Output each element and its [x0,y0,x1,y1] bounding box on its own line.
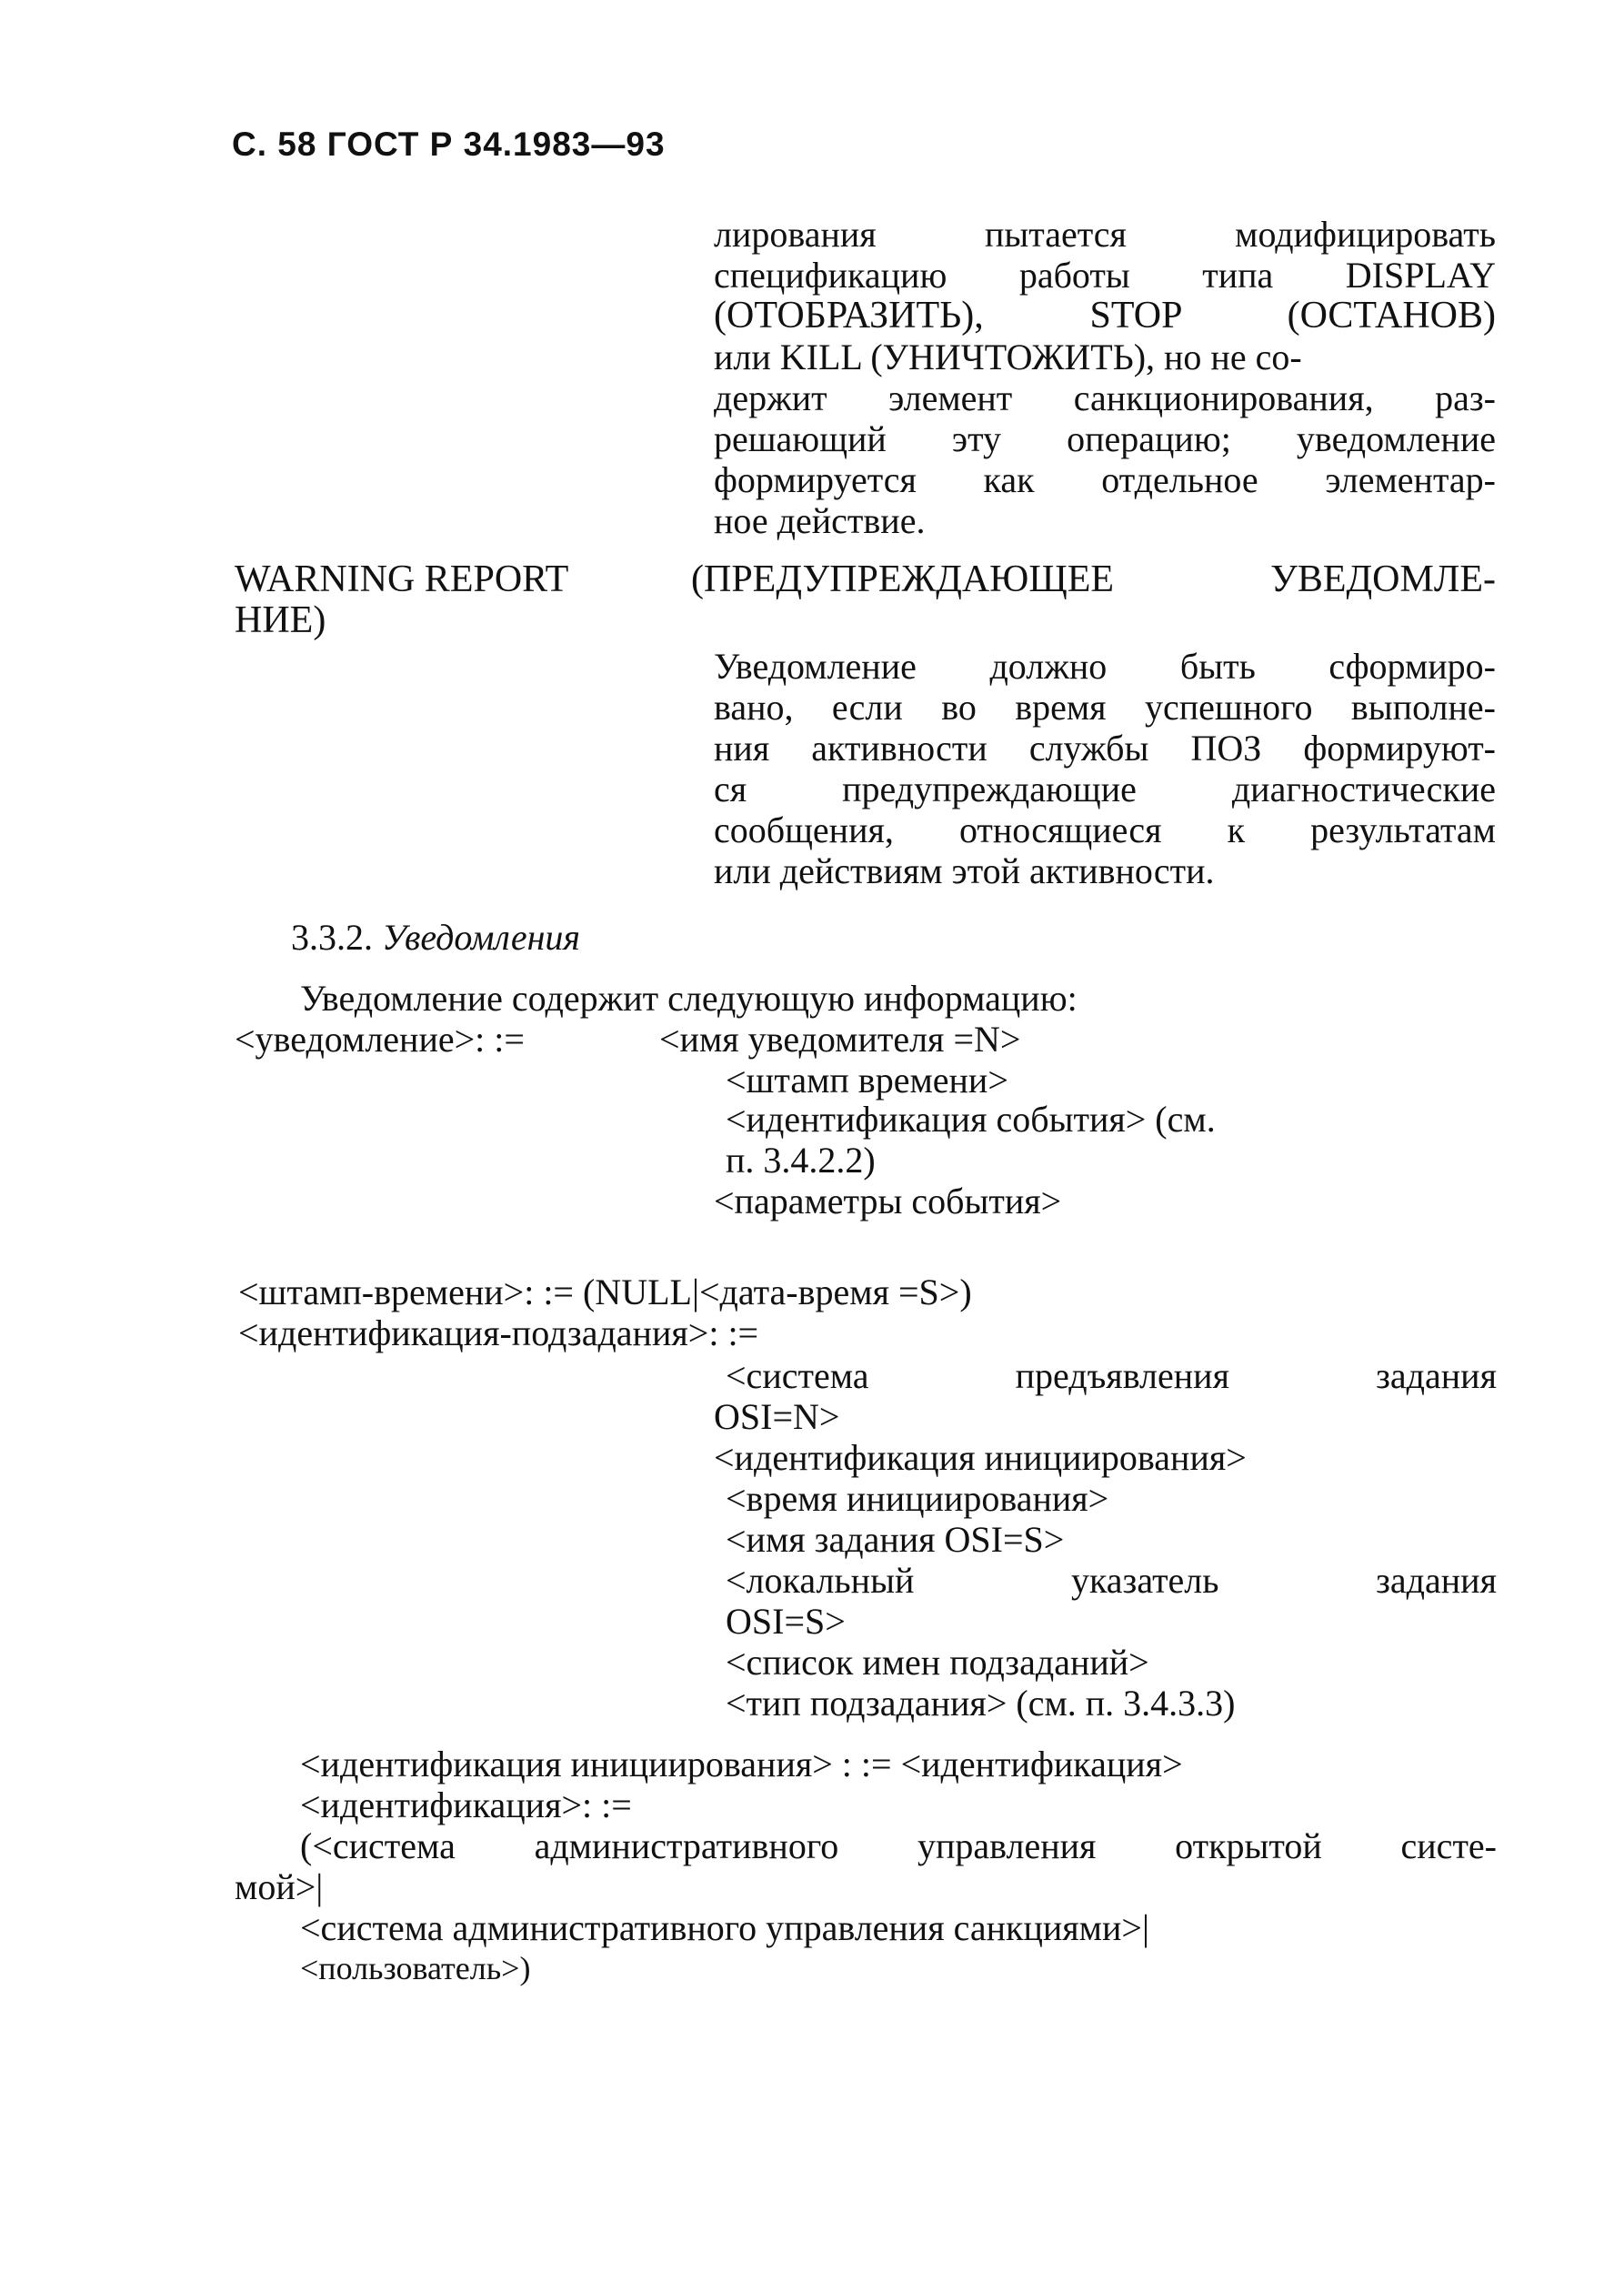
warning-term: WARNING REPORT [235,558,569,600]
top-block-line: или KILL (УНИЧТОЖИТЬ), но не со- [714,337,1302,377]
warning-description-line: вано, если во время успешного выполне- [714,687,1496,728]
section-intro: Уведомление содержит следующую информацию: [300,978,1078,1019]
top-block-line: лирования пытается модифицировать [714,214,1496,255]
grammar-subtask-rhs-line: <система предъявления задания [726,1355,1497,1396]
page-header: С. 58 ГОСТ Р 34.1983—93 [232,126,666,163]
grammar-subtask-rhs-line: <имя задания OSI=S> [726,1519,1065,1560]
top-block-line: решающий эту операцию; уведомление [714,418,1496,459]
section-number: 3.3.2. [291,917,373,958]
grammar-subtask-rhs-line: <тип подзадания> (см. п. 3.4.3.3) [726,1683,1236,1724]
grammar-rhs-line: <идентификация события> (см. [726,1099,1216,1140]
grammar-init-rule: <идентификация инициирования> : := <идентификация> [300,1744,1183,1784]
grammar-ident-alt-line: (<система административного управления открытой систе- [300,1825,1497,1866]
grammar-subtask-lhs: <идентификация-подзадания>: := [238,1312,759,1353]
grammar-ident-alt-line: <пользователь>) [300,1950,531,1986]
grammar-rhs-line: п. 3.4.2.2) [726,1140,876,1181]
top-block-line: формируется как отдельное элементар- [714,459,1496,500]
section-heading [291,917,580,958]
warning-translation: (ПРЕДУПРЕЖДАЮЩЕЕ УВЕДОМЛЕ- [691,558,1496,600]
grammar-ident-alt-line: <система административного управления санкциями>| [300,1907,1149,1948]
top-block-line: (ОТОБРАЗИТЬ), STOP (ОСТАНОВ) [714,295,1496,337]
grammar-subtask-rhs-line: <локальный указатель задания [726,1560,1497,1601]
grammar-rhs-line: <параметры события> [714,1181,1062,1221]
grammar-subtask-rhs-line: OSI=S> [726,1601,846,1642]
warning-description-line: Уведомление должно быть сформиро- [714,646,1496,687]
top-block-line: спецификацию работы типа DISPLAY [714,255,1496,296]
grammar-subtask-rhs-line: OSI=N> [714,1396,840,1437]
warning-description-line: или действиям этой активности. [714,850,1215,891]
grammar-rhs-line: <штамп времени> [726,1060,1008,1101]
warning-term-continued: НИЕ) [235,599,326,641]
grammar-ident-lhs: <идентификация>: := [300,1784,632,1825]
grammar-subtask-rhs-line: <список имен подзаданий> [726,1642,1149,1683]
warning-description-line: сообщения, относящиеся к результатам [714,809,1496,850]
grammar-ident-alt-line: мой>| [235,1866,324,1907]
warning-description-line: ния активности службы ПОЗ формируют- [714,728,1496,769]
grammar-rhs-line: <имя уведомителя =N> [659,1019,1021,1060]
grammar-subtask-rhs-line: <идентификация инициирования> [714,1437,1247,1478]
top-block-line: ное действие. [714,500,926,541]
grammar-notification-lhs: <уведомление>: := [235,1019,525,1060]
top-block-line: держит элемент санкционирования, раз- [714,377,1496,418]
warning-description-line: ся предупреждающие диагностические [714,769,1496,809]
grammar-subtask-rhs-line: <время инициирования> [726,1478,1109,1519]
section-title: Уведомления [382,917,581,958]
grammar-timestamp-rule: <штамп-времени>: := (NULL|<дата-время =S>) [238,1272,972,1312]
